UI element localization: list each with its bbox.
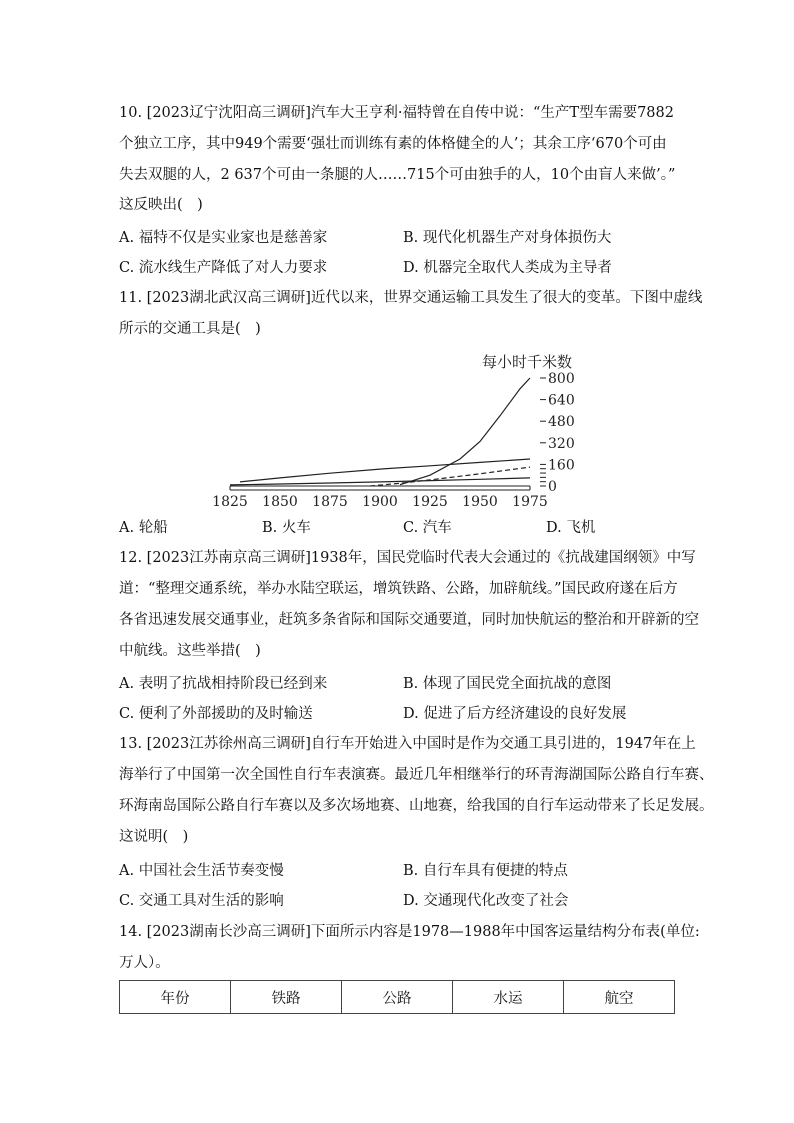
question-11-option-c[interactable]: C. 汽车	[403, 520, 452, 536]
question-14-line-2: 万人）。	[119, 955, 170, 971]
question-13-line-3: 环海南岛国际公路自行车赛以及多次场地赛、山地赛，给我国的自行车运动带来了长足发展。	[119, 798, 714, 814]
chart-y-tick-640: 640	[548, 392, 575, 409]
question-12-line-3: 各省迅速发展交通事业，赶筑多条省际和国际交通要道，同时加快航运的整治和开辟新的空	[119, 612, 699, 628]
speed-chart	[205, 345, 575, 515]
question-13-option-b[interactable]: B. 自行车具有便捷的特点	[403, 863, 568, 879]
chart-x-tick-1875: 1875	[312, 494, 348, 510]
chart-x-tick-1950: 1950	[462, 494, 498, 510]
question-10-line-1: 10. [2023辽宁沈阳高三调研]汽车大王亨利·福特曾在自传中说：“生产T型车需要7882	[119, 105, 674, 121]
question-12-line-1: 12. [2023江苏南京高三调研]1938年，国民党临时代表大会通过的《抗战建国纲领》中写	[119, 550, 696, 566]
question-12-line-4: 中航线。这些举措( )	[119, 643, 261, 659]
table-header-railway: 铁路	[231, 981, 342, 1014]
chart-x-ticks	[212, 494, 548, 510]
question-10-option-b[interactable]: B. 现代化机器生产对身体损伤大	[403, 230, 612, 246]
chart-y-axis-label: 每小时千米数	[481, 353, 573, 371]
question-13-option-d[interactable]: D. 交通现代化改变了社会	[403, 893, 569, 909]
question-12-option-a[interactable]: A. 表明了抗战相持阶段已经到来	[119, 676, 328, 692]
question-10-option-c[interactable]: C. 流水线生产降低了对人力要求	[119, 260, 328, 276]
chart-x-axis	[230, 486, 530, 490]
table-header-highway: 公路	[342, 981, 453, 1014]
table-header-year: 年份	[120, 981, 231, 1014]
table-header-row	[120, 981, 675, 1014]
question-14-line-1: 14. [2023湖南长沙高三调研]下面所示内容是1978—1988年中国客运量结构分布表(单位:	[119, 924, 700, 940]
question-13-line-1: 13. [2023江苏徐州高三调研]自行车开始进入中国时是作为交通工具引进的，1947年在上	[119, 736, 696, 752]
question-12-line-2: 道：“整理交通系统，举办水陆空联运，增筑铁路、公路，加辟航线。”国民政府遂在后方	[119, 581, 678, 597]
chart-x-tick-1900: 1900	[362, 494, 398, 510]
question-10-line-2: 个独立工序，其中949个需要‘强壮而训练有素的体格健全的人’；其余工序‘670个可由	[119, 136, 667, 152]
question-10-option-d[interactable]: D. 机器完全取代人类成为主导者	[403, 260, 612, 276]
chart-x-tick-1850: 1850	[262, 494, 298, 510]
question-13-option-a[interactable]: A. 中国社会生活节奏变慢	[119, 863, 284, 879]
chart-series-line-4-dashed	[370, 467, 530, 486]
question-10-option-a[interactable]: A. 福特不仅是实业家也是慈善家	[119, 230, 328, 246]
chart-series-line-2	[240, 459, 530, 482]
table-header-aviation: 航空	[564, 981, 675, 1014]
question-11-option-a[interactable]: A. 轮船	[119, 520, 168, 536]
question-11-option-d[interactable]: D. 飞机	[546, 520, 596, 536]
chart-x-tick-1975: 1975	[512, 494, 548, 510]
chart-y-tick-320: 320	[548, 435, 575, 452]
chart-series-group	[230, 378, 530, 486]
question-10-line-4: 这反映出( )	[119, 197, 203, 213]
question-12-option-c[interactable]: C. 便利了外部援助的及时输送	[119, 706, 313, 722]
chart-x-tick-1825: 1825	[212, 494, 248, 510]
chart-y-tick-0: 0	[548, 479, 557, 495]
question-10-line-3: 失去双腿的人，2 637个可由一条腿的人……715个可由独手的人，10个由盲人来做’。”	[119, 167, 676, 183]
chart-y-tick-800: 800	[548, 371, 575, 387]
question-13-line-2: 海举行了中国第一次全国性自行车表演赛。最近几年相继举行的环青海湖国际公路自行车赛、	[119, 767, 714, 783]
chart-y-ticks	[540, 371, 575, 495]
table-header-waterway: 水运	[453, 981, 564, 1014]
question-12-option-d[interactable]: D. 促进了后方经济建设的良好发展	[403, 706, 627, 722]
question-11-option-b[interactable]: B. 火车	[262, 520, 311, 536]
question-13-option-c[interactable]: C. 交通工具对生活的影响	[119, 893, 284, 909]
chart-series-line-1	[400, 378, 530, 485]
chart-y-tick-160: 160	[548, 457, 575, 474]
chart-y-tick-480: 480	[548, 414, 575, 431]
chart-x-tick-1925: 1925	[412, 494, 448, 510]
question-11-line-1: 11. [2023湖北武汉高三调研]近代以来，世界交通运输工具发生了很大的变革。下图中虚线	[119, 290, 703, 306]
question-13-line-4: 这说明( )	[119, 829, 189, 845]
passenger-volume-table	[119, 980, 675, 1014]
question-12-option-b[interactable]: B. 体现了国民党全面抗战的意图	[403, 676, 612, 692]
question-11-line-2: 所示的交通工具是( )	[119, 321, 261, 337]
